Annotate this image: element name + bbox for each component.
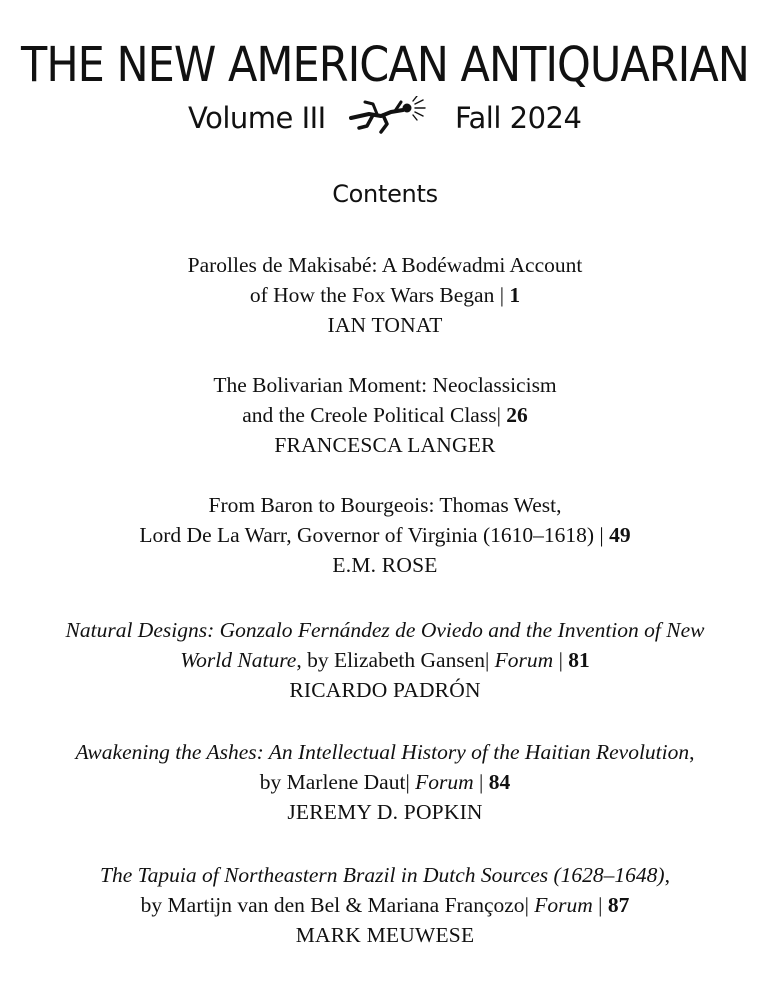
page-number: 81 [568,648,590,672]
toc-entry [0,860,770,950]
season-label: Fall 2024 [455,101,582,135]
entry-title-line [0,890,770,920]
page-number: 87 [607,893,630,917]
reviewed-by: , by Elizabeth Gansen [296,648,485,672]
page-number: 26 [506,403,528,427]
reviewed-by: by Martijn van den Bel & Mariana Françozo [140,893,525,917]
entry-title-line [0,767,770,797]
separator: | [473,770,489,794]
reviewed-book-title: World Nature [180,648,297,672]
entry-title-text: Lord De La Warr, Governor of Virginia (1610–1618) [139,523,595,547]
separator: | [553,648,569,672]
entry-title-text: and the Creole Political Class [242,403,497,427]
entry-title-line: From Baron to Bourgeois: Thomas West, [208,493,562,517]
issue-info [0,95,770,141]
toc-entry [0,737,770,827]
page-number: 1 [509,283,521,307]
toc-entry [0,615,770,705]
reviewed-by: by Marlene Daut [259,770,406,794]
contents-heading: Contents [332,180,438,208]
entry-title-line: Parolles de Makisabé: A Bodéwadmi Account [187,253,583,277]
running-figure-icon [347,96,427,136]
journal-title: THE NEW AMERICAN ANTIQUARIAN [21,37,749,94]
page-number: 84 [488,770,511,794]
entry-title-line [0,645,770,675]
separator: | [484,648,495,672]
page-number: 49 [609,523,631,547]
separator: | [592,893,608,917]
entry-title-line: The Bolivarian Moment: Neoclassicism [213,373,557,397]
section-label: Forum [415,770,474,794]
entry-title-text: of How the Fox Wars Began [249,283,495,307]
separator: | [494,283,510,307]
separator: | [594,523,610,547]
separator: | [405,770,416,794]
entry-title-line [0,280,770,310]
entry-author: RICARDO PADRÓN [289,678,481,702]
reviewed-book-title: The Tapuia of Northeastern Brazil in Dutch Sources (1628–1648) [100,863,665,887]
entry-author: MARK MEUWESE [295,923,475,947]
section-label: Forum [534,893,593,917]
volume-label: Volume III [188,101,326,135]
entry-title-line [0,860,770,890]
section-label: Forum [494,648,554,672]
comma: , [664,863,670,887]
entry-title-line [0,520,770,550]
entry-author: IAN TONAT [327,313,443,337]
entry-title-line [0,737,770,767]
separator: | [524,893,535,917]
comma: , [689,740,695,764]
entry-title-line [0,615,770,645]
entry-author: JEREMY D. POPKIN [287,800,483,824]
separator: | [496,403,507,427]
reviewed-book-title: Awakening the Ashes: An Intellectual History of the Haitian Revolution [75,740,690,764]
entry-title-line [0,400,770,430]
entry-author: E.M. ROSE [332,553,438,577]
entry-author: FRANCESCA LANGER [274,433,496,457]
toc-entry [0,370,770,460]
reviewed-book-title: Natural Designs: Gonzalo Fernández de Oviedo and the Invention of New [65,618,705,642]
toc-entry [0,490,770,580]
toc-entry [0,250,770,340]
